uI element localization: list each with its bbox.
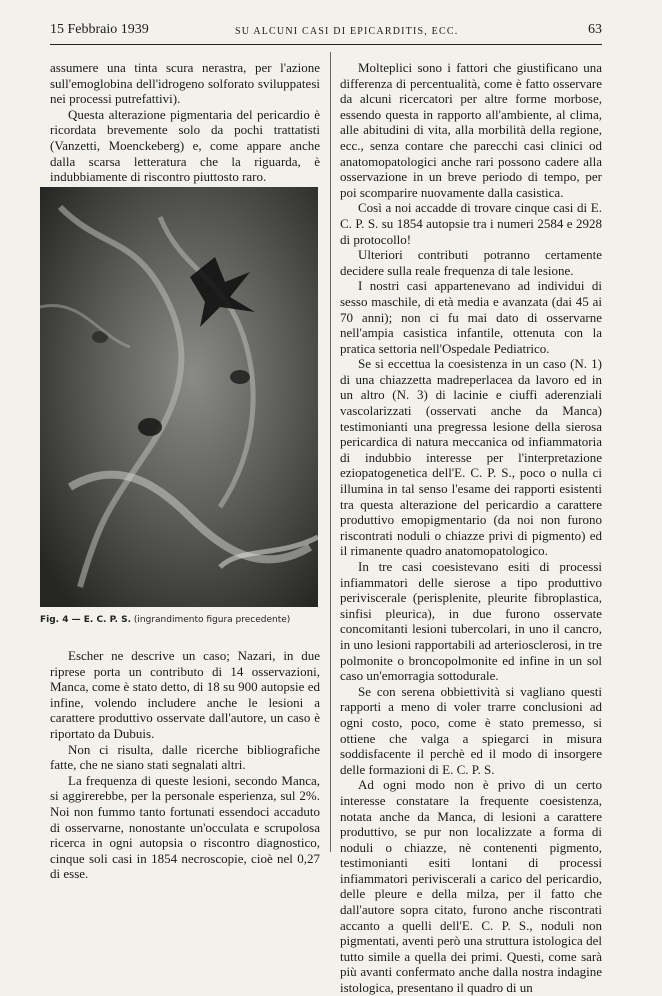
paragraph: In tre casi coesistevano esiti di processi infiammatori delle sierose a tipo produttivo periviscerale (perisplenite, pleurite fibroplastica, sinfisi pleurica), in due furono osservate concomitanti lesioni tubercolari, in uno il cancro, in uno lesioni rapportabili ad arteriosclerosi, in tre polmonite o broncopolmonite ed infine in un sol caso un'emorragia sottodurale. [340, 559, 602, 684]
paragraph: Ulteriori contributi potranno certamente decidere sulla reale frequenza di tale lesione. [340, 247, 602, 278]
figure-photograph [40, 187, 318, 607]
paragraph: Se con serena obbiettività si vagliano questi rapporti a meno di voler trarre conclusioni ad ogni costo, poco, come è stato premesso, si ottiene che valga a spiegarci in misura soddisfacente il perchè ed il modo di insorgere delle formazioni di E. C. P. S. [340, 683, 602, 777]
paragraph: Non ci risulta, dalle ricerche bibliografiche fatte, che ne siano stati segnalati altri. [50, 741, 320, 773]
figure-caption [40, 615, 325, 625]
paragraph: I nostri casi appartenevano ad individui di sesso maschile, di età media e avanzata (dai 45 ai 70 anni); non ci fu mai dato di osservarne nell'ampia casistica infantile, ottenuta con la pratica settoria nell'Ospedale Pediatrico. [340, 278, 602, 356]
header-date: 15 Febbraio 1939 [50, 22, 149, 37]
pericardium-photo-illustration [40, 187, 318, 607]
paragraph: Così a noi accadde di trovare cinque casi di E. C. P. S. su 1854 autopsie tra i numeri 2584 e 2928 di protocollo! [340, 200, 602, 247]
paragraph: La frequenza di queste lesioni, secondo Manca, si aggirerebbe, per la personale esperienza, sul 2%. Noi non fummo tanto fortunati essendoci accaduto di osservarne, nonostante un'occulata e scrupolosa ricerca in ogni autopsia o riscontro diagnostico, cinque soli casi in 1854 necroscopie, cioè nel 0,27 di esse. [50, 772, 320, 882]
paragraph: Se si eccettua la coesistenza in un caso (N. 1) di una chiazzetta madreperlacea da lavoro ed in un altro (N. 3) di lacinie e ciuffi aderenziali vascolarizzati (osservati anche da Manca) testimonianti una pregressa lesione della sierosa pericardica di natura meccanica od infiammatoria di indubbio interesse per l'interpretazione eziopatogenetica dell'E. C. P. S., poco o nulla ci illumina in tal senso l'esame dei rapporti esistenti tra questa alterazione del pericardio a carattere produttivo emopigmentario (da noi non furono riscontrati noduli o chiazze privi di pigmento) ed il rimanente quadro anatomopatologico. [340, 356, 602, 559]
paragraph: Escher ne descrive un caso; Nazari, in due riprese porta un contributo di 14 osservazioni, Manca, come è stato detto, di 18 su 900 autopsie ed infine, volendo includere anche le lesioni a carattere produttivo osservate dall'autore, un caso è riportato da Dubuis. [50, 648, 320, 741]
figure-caption-text: (ingrandimento figura precedente) [133, 615, 291, 625]
header-rule [50, 44, 602, 45]
running-title: SU ALCUNI CASI DI EPICARDITIS, ECC. [235, 26, 459, 37]
figure-label: Fig. 4 — E. C. P. S. [40, 615, 132, 625]
page-number: 63 [588, 22, 602, 37]
left-column-top [50, 60, 320, 185]
paragraph: Questa alterazione pigmentaria del pericardio è ricordata brevemente solo da pochi trattatisti (Vanzetti, Moenckeberg) e, come appare anche dalla scarsa letteratura che la riguarda, è indubbiamente di riscontro piuttosto raro. [50, 106, 320, 185]
left-column-bottom [50, 648, 320, 882]
paragraph: Molteplici sono i fattori che giustificano una differenza di percentualità, come è fatto osservare da alcuni ricercatori per altre forme morbose, essendo questa in rapporto all'ambiente, al clima, alle abitudini di vita, alla morbilità della regione, ecc., senza contare che parecchi casi clinici od anatomopatologici anche rari possono cadere alla osservazione in un breve periodo di tempo, per poi scomparire nuovamente dalla casistica. [340, 60, 602, 200]
paragraph: Ad ogni modo non è privo di un certo interesse constatare la frequente coesistenza, notata anche da Manca, di lesioni a carattere produttivo, se pur non localizzate a forma di noduli o chiazze, nè contenenti pigmento, testimonianti esiti lontani di processi infiammatori periviscerali a carico del pericardio, delle pleure e della milza, per il fatto che dall'autore sopra citato, furono anche riscontrati accanto a quelli dell'E. C. P. S., noduli non pigmentati, aventi però una struttura istologica del tutto simile a quella dei primi. Questi, come sarà più avanti confermato anche dalla nostra indagine istologica, presentano il quadro di un [340, 777, 602, 996]
paragraph: assumere una tinta scura nerastra, per l'azione sull'emoglobina dell'idrogeno solforato sviluppatesi nei processi putrefattivi). [50, 60, 320, 107]
right-column [340, 60, 602, 996]
column-divider [330, 52, 331, 852]
page-header [50, 20, 602, 42]
